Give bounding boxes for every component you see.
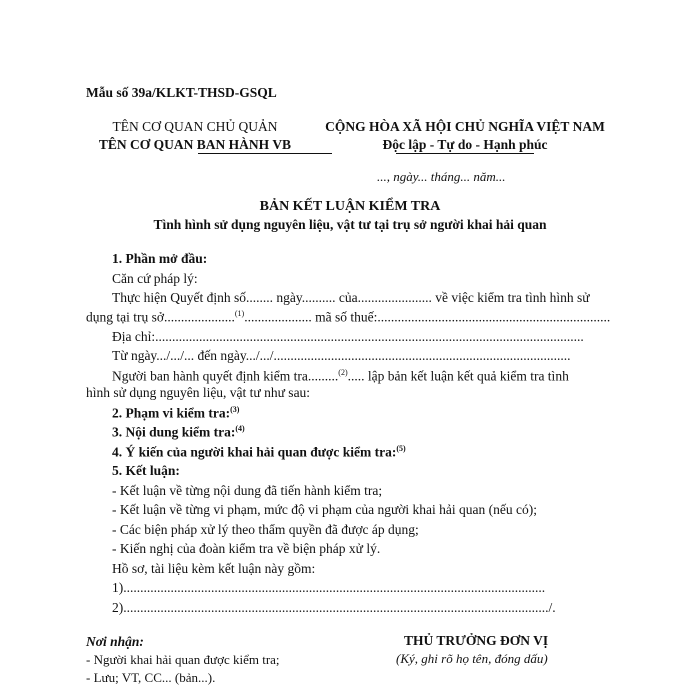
section-2-label: 2. Phạm vi kiểm tra: <box>112 405 231 421</box>
attachment-item: 1)............................................................................................................................. <box>112 580 546 595</box>
conclusion-item: - Kết luận về từng nội dung đã tiến hành kiểm tra; <box>112 483 383 498</box>
attachments-intro: Hồ sơ, tài liệu kèm kết luận này gồm: <box>112 561 316 576</box>
issuer-line-1 <box>112 368 569 385</box>
recipients-title: Nơi nhận: <box>86 634 144 649</box>
recipient-item: - Người khai hải quan được kiểm tra; <box>86 652 280 667</box>
footnote-ref-2: (2) <box>338 368 348 377</box>
signer-note: (Ký, ghi rõ họ tên, đóng dấu) <box>396 651 548 666</box>
attachment-item: 2)............................................................................................................................../. <box>112 600 556 615</box>
recipient-item: - Lưu; VT, CC... (bản...). <box>86 670 216 685</box>
decision-line-2b: .................... mã số thuế:..................................................................... <box>244 309 611 325</box>
form-code: Mẫu số 39a/KLKT-THSD-GSQL <box>86 85 277 100</box>
motto-underline <box>396 153 534 154</box>
footnote-ref-1: (1) <box>234 309 245 318</box>
section-4-label: 4. Ý kiến của người khai hải quan được kiểm tra: <box>112 444 397 460</box>
decision-line-1: Thực hiện Quyết định số........ ngày.......... của...................... về việc kiểm tra tình hình sử <box>112 290 590 305</box>
footnote-ref-5: (5) <box>396 444 406 453</box>
decision-line-2a: dụng tại trụ sở..................... <box>86 309 235 325</box>
section-3-label: 3. Nội dung kiểm tra: <box>112 424 236 440</box>
footnote-ref-4: (4) <box>235 424 245 433</box>
decision-line-2 <box>86 309 610 326</box>
period-line: Từ ngày.../.../... đến ngày.../.../........................................................................................ <box>112 348 571 363</box>
section-4-heading <box>112 444 406 461</box>
date-line: ..., ngày... tháng... năm... <box>377 169 506 184</box>
conclusion-item: - Kiến nghị của đoàn kiểm tra về biện pháp xử lý. <box>112 541 381 556</box>
nation-name: CỘNG HÒA XÃ HỘI CHỦ NGHĨA VIỆT NAM <box>325 119 605 134</box>
section-5-heading: 5. Kết luận: <box>112 463 180 478</box>
issuer-line-2: hình sử dụng nguyên liệu, vật tư như sau: <box>86 385 311 400</box>
document-subtitle: Tình hình sử dụng nguyên liệu, vật tư tại trụ sở người khai hải quan <box>153 217 547 232</box>
nation-motto: Độc lập - Tự do - Hạnh phúc <box>382 137 548 152</box>
document-title: BẢN KẾT LUẬN KIỂM TRA <box>259 199 441 214</box>
agency-underline <box>198 153 332 154</box>
agency-issuer: TÊN CƠ QUAN BAN HÀNH VB <box>98 137 292 152</box>
section-3-heading <box>112 424 245 441</box>
conclusion-item: - Kết luận về từng vi phạm, mức độ vi phạm của người khai hải quan (nếu có); <box>112 502 537 517</box>
footnote-ref-3: (3) <box>230 405 240 414</box>
signer-title: THỦ TRƯỞNG ĐƠN VỊ <box>404 633 549 648</box>
section-2-heading <box>112 405 239 422</box>
conclusion-item: - Các biện pháp xử lý theo thẩm quyền đã được áp dụng; <box>112 522 419 537</box>
agency-parent: TÊN CƠ QUAN CHỦ QUẢN <box>112 119 278 134</box>
issuer-line-1a: Người ban hành quyết định kiểm tra......... <box>112 368 339 384</box>
legal-basis: Căn cứ pháp lý: <box>112 271 198 286</box>
section-1-heading: 1. Phần mở đầu: <box>112 251 208 266</box>
address-line: Địa chỉ:............................................................................................................................... <box>112 329 584 344</box>
issuer-line-1b: ..... lập bản kết luận kết quả kiểm tra tình <box>347 368 569 384</box>
